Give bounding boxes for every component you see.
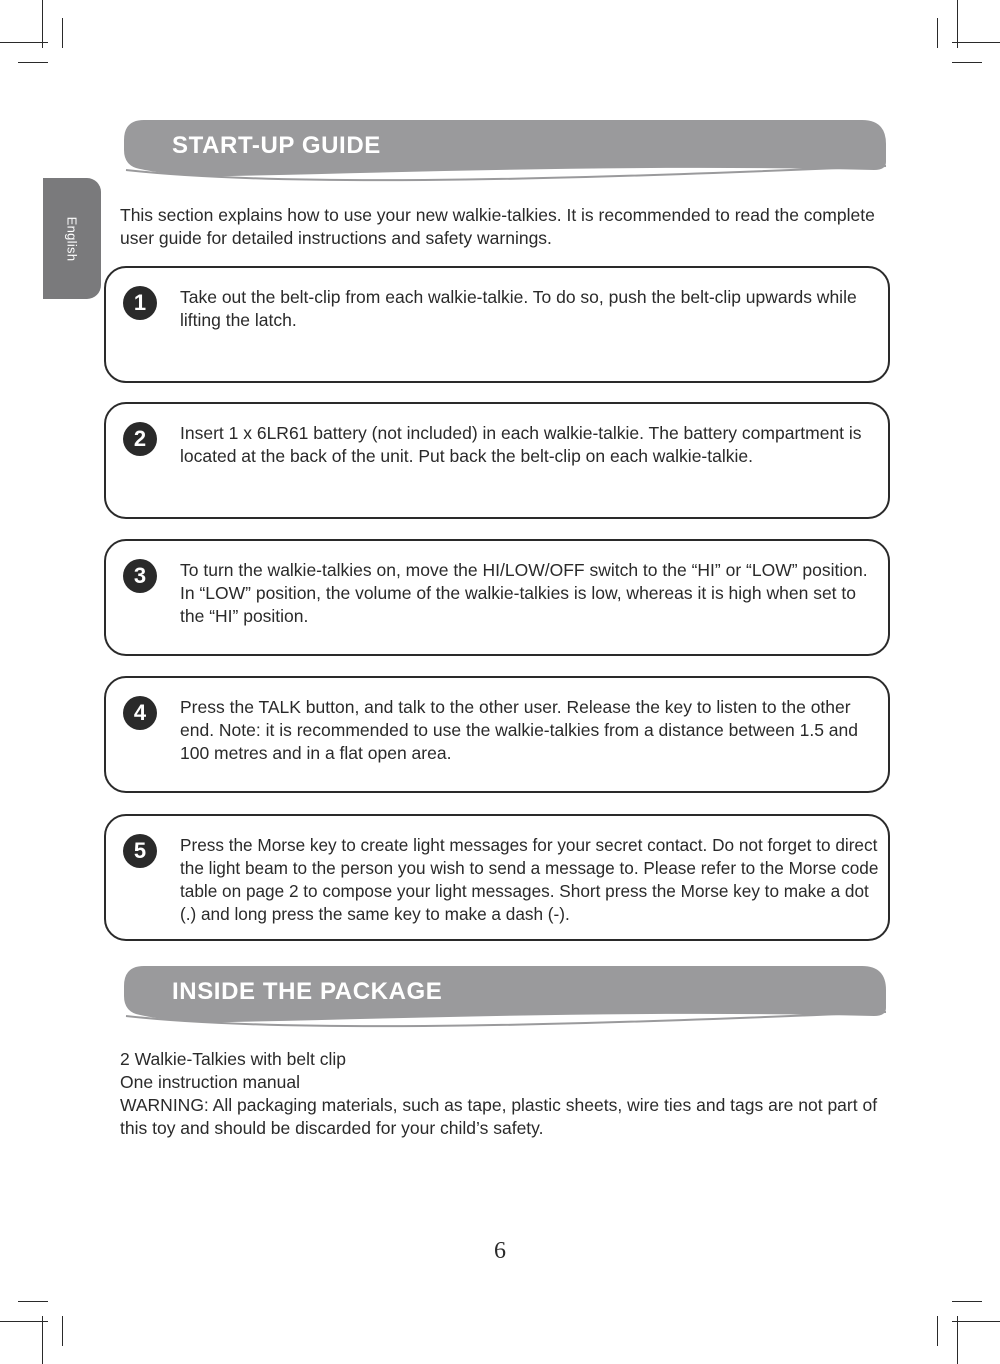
step-card-5 xyxy=(104,814,890,941)
crop-mark xyxy=(952,1321,1000,1322)
package-item: 2 Walkie-Talkies with belt clip xyxy=(120,1049,346,1069)
step-card-4 xyxy=(104,676,890,793)
language-tab xyxy=(43,178,101,299)
crop-mark xyxy=(952,1301,982,1302)
step-number-badge: 2 xyxy=(123,422,157,456)
crop-mark xyxy=(62,1316,63,1346)
crop-mark xyxy=(18,1301,48,1302)
crop-mark xyxy=(42,0,43,48)
inside-package-title: INSIDE THE PACKAGE xyxy=(172,978,443,1005)
step-number-badge: 1 xyxy=(123,286,157,320)
package-warning: WARNING: All packaging materials, such as tape, plastic sheets, wire ties and tags are not part of this toy and should be discarded for your child’s safety. xyxy=(120,1095,878,1138)
step-card-1 xyxy=(104,266,890,383)
page-number: 6 xyxy=(494,1238,506,1264)
startup-guide-title: START-UP GUIDE xyxy=(172,132,381,159)
step-text: To turn the walkie-talkies on, move the HI/LOW/OFF switch to the “HI” or “LOW” position. In “LOW” position, the volume of the walkie-talkies is low, whereas it is high when set to the “HI” position. xyxy=(180,560,868,626)
crop-mark xyxy=(952,42,1000,43)
step-text: Take out the belt-clip from each walkie-talkie. To do so, push the belt-clip upwards while lifting the latch. xyxy=(180,287,857,330)
step-card-2 xyxy=(104,402,890,519)
step-number-badge: 3 xyxy=(123,559,157,593)
crop-mark xyxy=(0,1321,48,1322)
step-number-badge: 4 xyxy=(123,696,157,730)
package-contents xyxy=(120,1048,880,1140)
step-text: Insert 1 x 6LR61 battery (not included) in each walkie-talkie. The battery compartment is located at the back of the unit. Put back the belt-clip on each walkie-talkie. xyxy=(180,423,862,466)
crop-mark xyxy=(18,62,48,63)
startup-guide-banner xyxy=(122,120,892,192)
crop-mark xyxy=(957,1316,958,1364)
step-number-badge: 5 xyxy=(123,834,157,868)
crop-mark xyxy=(0,42,48,43)
inside-package-banner xyxy=(122,966,892,1038)
crop-mark xyxy=(937,18,938,48)
step-text: Press the TALK button, and talk to the other user. Release the key to listen to the other end. Note: it is recommended to use the walkie-talkies from a distance between 1.5 and 100 metres and in a flat open area. xyxy=(180,697,859,763)
crop-mark xyxy=(952,62,982,63)
step-text: Press the Morse key to create light messages for your secret contact. Do not forget to direct the light beam to the person you wish to send a message to. Please refer to the Morse code table on page 2 to compose your light messages. Short press the Morse key to make a dot (.) and long press the same key to make a dash (-). xyxy=(180,835,879,924)
crop-mark xyxy=(937,1316,938,1346)
crop-mark xyxy=(42,1316,43,1364)
language-tab-label: English xyxy=(64,216,80,261)
crop-mark xyxy=(62,18,63,48)
step-card-3 xyxy=(104,539,890,656)
startup-intro: This section explains how to use your new walkie-talkies. It is recommended to read the complete user guide for detailed instructions and safety warnings. xyxy=(120,205,875,248)
package-item: One instruction manual xyxy=(120,1072,300,1092)
crop-mark xyxy=(957,0,958,48)
